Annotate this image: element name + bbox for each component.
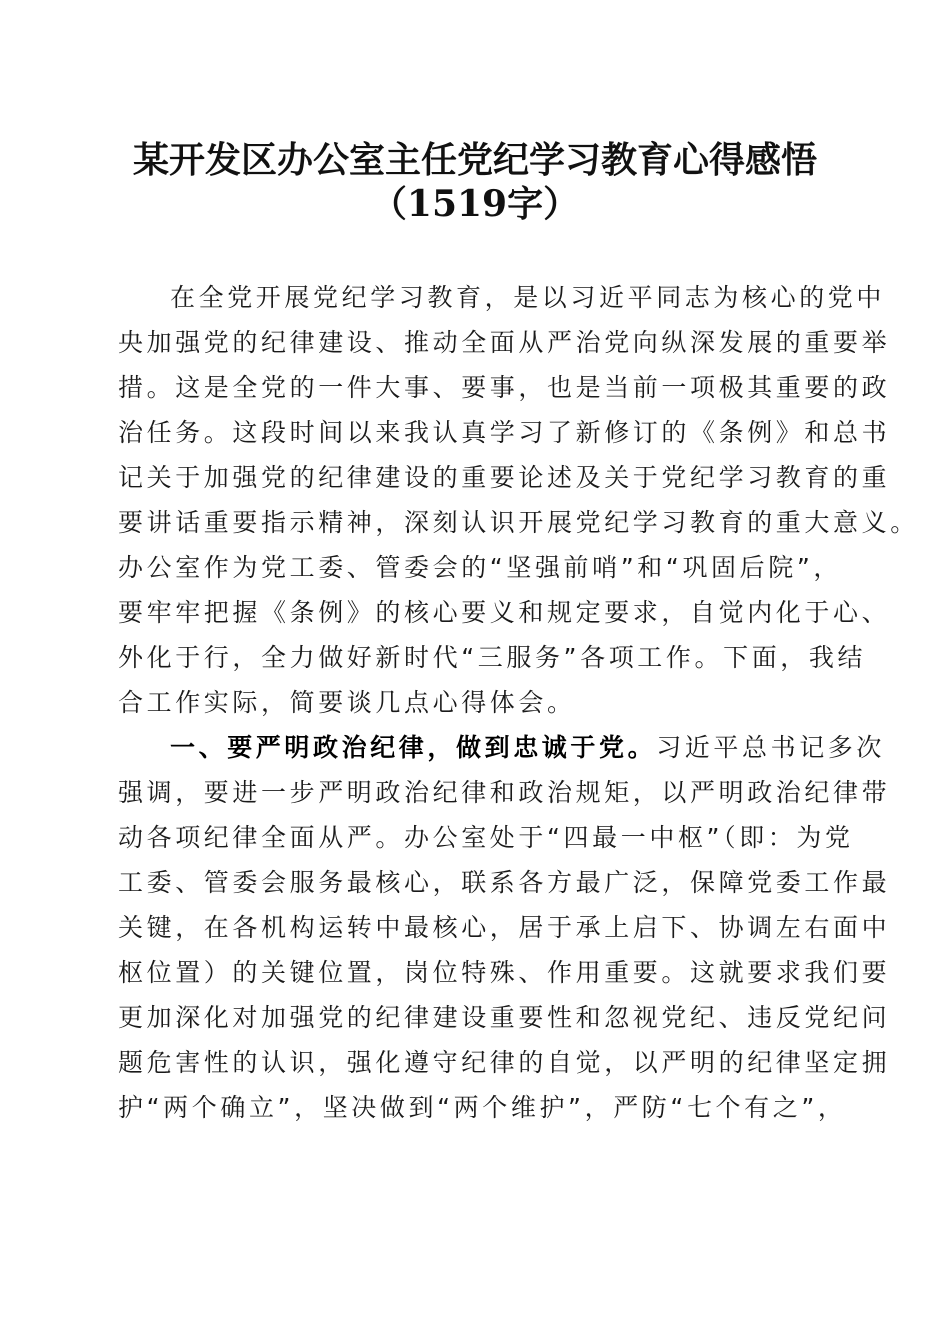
document-title-wordcount: （1519字） xyxy=(370,183,580,225)
paragraph-2-first-line xyxy=(170,730,886,766)
paragraph-1-line: 要牢牢把握《条例》的核心要义和规定要求，自觉内化于心、 xyxy=(118,598,891,627)
paragraph-2-line: 强调，要进一步严明政治纪律和政治规矩，以严明政治纪律带 xyxy=(118,778,891,807)
paragraph-1-line: 外化于行，全力做好新时代“三服务”各项工作。下面，我结 xyxy=(118,643,867,672)
paragraph-2-line: 关键，在各机构运转中最核心，居于承上启下、协调左右面中 xyxy=(118,913,891,942)
paragraph-1-line: 办公室作为党工委、管委会的“坚强前哨”和“巩固后院”， xyxy=(118,553,843,582)
paragraph-1-line: 要讲话重要指示精神，深刻认识开展党纪学习教育的重大意义。 xyxy=(118,508,919,537)
paragraph-2-line: 动各项纪律全面从严。办公室处于“四最一中枢”（即：为党 xyxy=(118,823,854,852)
paragraph-1-line: 记关于加强党的纪律建设的重要论述及关于党纪学习教育的重 xyxy=(118,463,891,492)
paragraph-1-line: 央加强党的纪律建设、推动全面从严治党向纵深发展的重要举 xyxy=(118,328,891,357)
paragraph-2-line: 护“两个确立”，坚决做到“两个维护”，严防“七个有之”， xyxy=(118,1093,847,1122)
paragraph-2-line: 枢位置）的关键位置，岗位特殊、作用重要。这就要求我们要 xyxy=(118,958,891,987)
paragraph-2-first-line-text: 习近平总书记多次 xyxy=(656,733,886,762)
paragraph-1-line: 措。这是全党的一件大事、要事，也是当前一项极其重要的政 xyxy=(118,373,891,402)
paragraph-2-line: 更加深化对加强党的纪律建设重要性和忽视党纪、违反党纪问 xyxy=(118,1003,891,1032)
paragraph-1-line: 治任务。这段时间以来我认真学习了新修订的《条例》和总书 xyxy=(118,418,891,447)
section-heading: 一、要严明政治纪律，做到忠诚于党。 xyxy=(170,733,657,762)
paragraph-1-line: 合工作实际，简要谈几点心得体会。 xyxy=(118,688,576,717)
paragraph-1-line: 在全党开展党纪学习教育，是以习近平同志为核心的党中 xyxy=(170,283,886,312)
paragraph-2-line: 工委、管委会服务最核心，联系各方最广泛，保障党委工作最 xyxy=(118,868,891,897)
document-title: 某开发区办公室主任党纪学习教育心得感悟 xyxy=(132,139,817,181)
paragraph-2-line: 题危害性的认识，强化遵守纪律的自觉，以严明的纪律坚定拥 xyxy=(118,1048,891,1077)
